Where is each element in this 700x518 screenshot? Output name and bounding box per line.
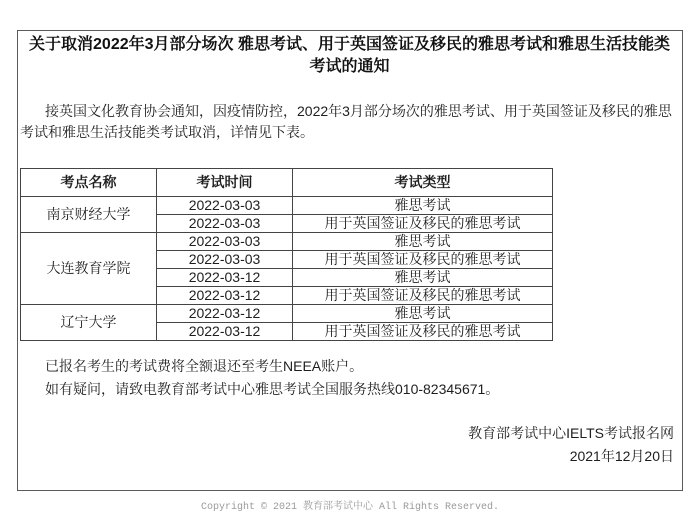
closing-notes (20, 355, 679, 401)
table-body (21, 197, 553, 341)
date-cell: 2022-03-03 (157, 197, 293, 215)
cancellation-table (20, 168, 553, 341)
refund-note: 已报名考生的考试费将全额退还至考生NEEA账户。 (45, 358, 364, 374)
exam-type-cell: 雅思考试 (293, 305, 553, 323)
exam-type-cell: 雅思考试 (293, 197, 553, 215)
table-header-row (21, 169, 553, 197)
table-row (21, 305, 553, 323)
intro-paragraph: 接英国文化教育协会通知，因疫情防控，2022年3月部分场次的雅思考试、用于英国签证及移民的雅思考试和雅思生活技能类考试取消，详情见下表。 (20, 103, 672, 140)
table-header (21, 169, 553, 197)
header-date: 考试时间 (157, 169, 293, 197)
date-cell: 2022-03-12 (157, 269, 293, 287)
venue-cell: 辽宁大学 (21, 305, 157, 341)
exam-type-cell: 用于英国签证及移民的雅思考试 (293, 323, 553, 341)
date-cell: 2022-03-03 (157, 233, 293, 251)
header-venue: 考点名称 (21, 169, 157, 197)
table-row (21, 233, 553, 251)
exam-type-cell: 用于英国签证及移民的雅思考试 (293, 287, 553, 305)
header-exam-type: 考试类型 (293, 169, 553, 197)
signature-block (20, 422, 679, 468)
exam-type-cell: 雅思考试 (293, 269, 553, 287)
table-row (21, 197, 553, 215)
issuer-name: 教育部考试中心IELTS考试报名网 (468, 425, 674, 441)
date-cell: 2022-03-03 (157, 215, 293, 233)
venue-cell: 大连教育学院 (21, 233, 157, 305)
issue-date: 2021年12月20日 (569, 448, 674, 464)
copyright-footer: Copyright © 2021 教育部考试中心 All Rights Reserved. (200, 502, 500, 513)
date-cell: 2022-03-12 (157, 305, 293, 323)
date-cell: 2022-03-12 (157, 287, 293, 305)
date-cell: 2022-03-12 (157, 323, 293, 341)
notice-box (17, 30, 683, 491)
contact-note: 如有疑问，请致电教育部考试中心雅思考试全国服务热线010-82345671。 (45, 381, 500, 397)
notice-title: 关于取消2022年3月部分场次 雅思考试、用于英国签证及移民的雅思考试和雅思生活技能类考试的通知 (29, 36, 670, 75)
date-cell: 2022-03-03 (157, 251, 293, 269)
exam-type-cell: 用于英国签证及移民的雅思考试 (293, 215, 553, 233)
exam-type-cell: 用于英国签证及移民的雅思考试 (293, 251, 553, 269)
exam-type-cell: 雅思考试 (293, 233, 553, 251)
venue-cell: 南京财经大学 (21, 197, 157, 233)
